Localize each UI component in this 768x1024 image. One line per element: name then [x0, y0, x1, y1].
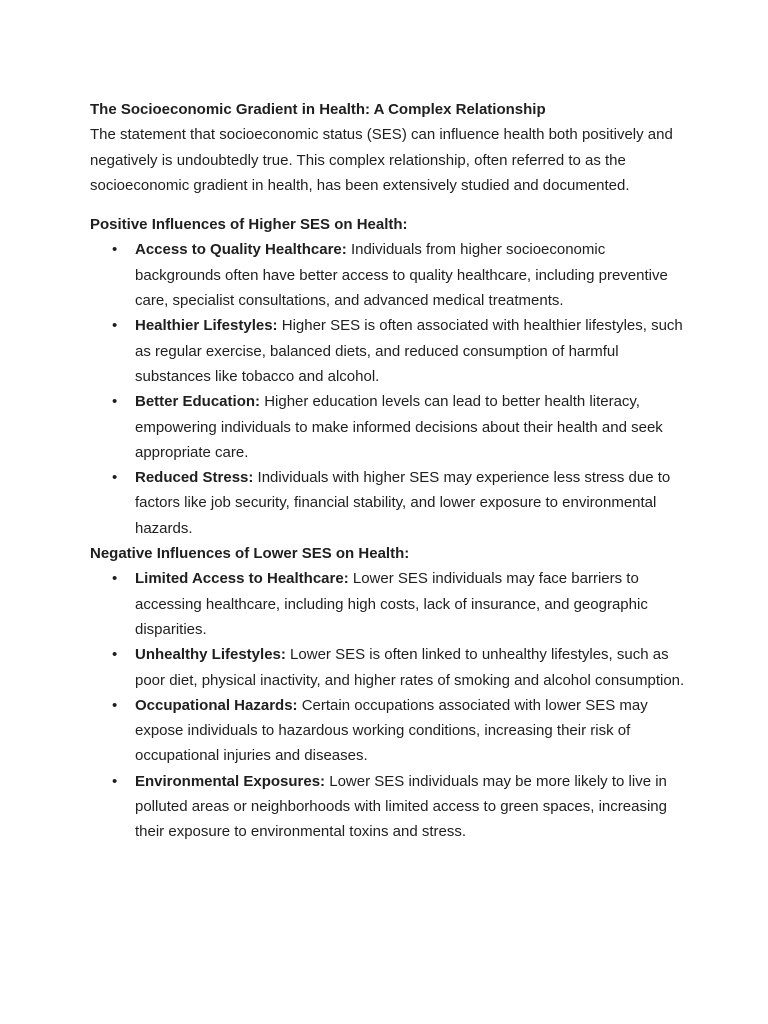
list-item-term: Better Education:: [135, 393, 261, 411]
list-item: [90, 769, 690, 845]
positive-influences-heading: Positive Influences of Higher SES on Health:: [90, 216, 408, 234]
list-item-text: Lower SES is often linked to unhealthy lifestyles, such as poor diet, physical inactivity, and higher rates of smoking and alcohol consumption.: [135, 646, 685, 689]
bullet-icon: •: [112, 570, 118, 588]
list-item-term: Occupational Hazards:: [135, 696, 298, 714]
list-item-term: Reduced Stress:: [135, 469, 254, 487]
bullet-icon: •: [112, 393, 118, 411]
list-item: [90, 465, 690, 541]
bullet-icon: •: [112, 696, 118, 714]
list-item-text: Lower SES individuals may be more likely to live in polluted areas or neighborhoods with limited access to green spaces, increasing their exposure to environmental toxins and stress.: [135, 772, 667, 841]
list-item-term: Access to Quality Healthcare:: [135, 241, 347, 259]
intro-paragraph: The statement that socioeconomic status (SES) can influence health both positively and negatively is undoubtedly true. This complex relationship, often referred to as the socioeconomic gradient in health, has been extensively studied and documented.: [90, 126, 673, 194]
list-item: [90, 642, 690, 693]
list-item-text: Individuals with higher SES may experience less stress due to factors like job security, financial stability, and lower exposure to environmental hazards.: [135, 469, 671, 537]
list-item: [90, 693, 690, 769]
bullet-icon: •: [112, 241, 118, 259]
bullet-icon: •: [112, 772, 118, 790]
positive-influences-list: [90, 237, 690, 541]
list-item-text: Lower SES individuals may face barriers to accessing healthcare, including high costs, lack of insurance, and geographic disparities.: [135, 570, 648, 638]
negative-influences-heading: Negative Influences of Lower SES on Health:: [90, 545, 410, 563]
list-item: [90, 237, 690, 313]
document-title: The Socioeconomic Gradient in Health: A Complex Relationship: [90, 101, 546, 118]
list-item: [90, 389, 690, 465]
list-item-term: Unhealthy Lifestyles:: [135, 646, 286, 664]
bullet-icon: •: [112, 317, 118, 335]
list-item-term: Environmental Exposures:: [135, 772, 326, 790]
bullet-icon: •: [112, 646, 118, 664]
document-page: [90, 97, 690, 845]
list-item-text: Individuals from higher socioeconomic backgrounds often have better access to quality healthcare, including preventive care, specialist consultations, and advanced medical treatments.: [135, 241, 668, 310]
negative-influences-list: [90, 566, 690, 844]
list-item-text: Certain occupations associated with lower SES may expose individuals to hazardous working conditions, increasing their risk of occupational injuries and diseases.: [135, 696, 648, 765]
list-item: [90, 566, 690, 642]
bullet-icon: •: [112, 469, 118, 487]
list-item-text: Higher SES is often associated with healthier lifestyles, such as regular exercise, balanced diets, and reduced consumption of harmful substances like tobacco and alcohol.: [135, 317, 683, 385]
list-item-text: Higher education levels can lead to better health literacy, empowering individuals to make informed decisions about their health and seek appropriate care.: [135, 393, 663, 461]
list-item-term: Healthier Lifestyles:: [135, 317, 278, 335]
list-item: [90, 313, 690, 389]
list-item-term: Limited Access to Healthcare:: [135, 570, 349, 588]
